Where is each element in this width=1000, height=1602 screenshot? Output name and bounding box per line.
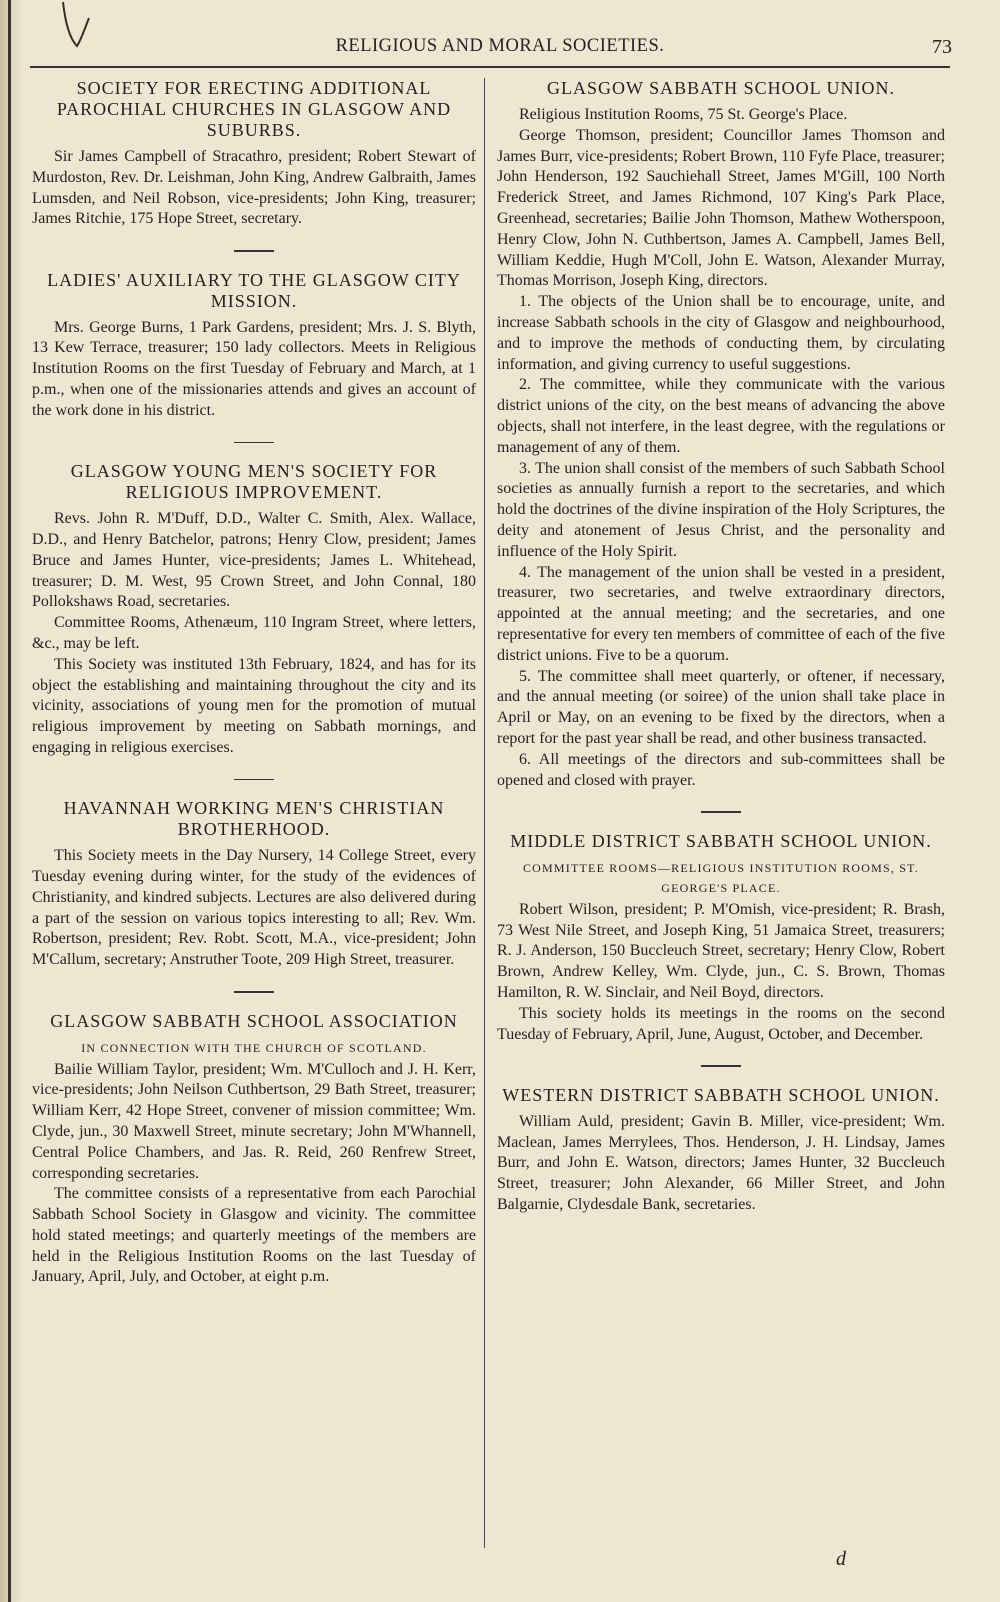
society-body	[32, 509, 476, 759]
section-divider	[234, 442, 274, 444]
society-entry	[497, 78, 945, 791]
society-heading: GLASGOW SABBATH SCHOOL ASSOCIATION	[50, 1010, 458, 1031]
society-entry	[32, 798, 476, 971]
section-divider	[234, 250, 274, 252]
section-divider	[701, 811, 741, 813]
paragraph: 1. The objects of the Union shall be to encourage, unite, and increase Sabbath schools in the city of Glasgow and neighbourhood, and to improve the methods of conducting them, by circulating information, and giving currency to useful suggestions.	[497, 293, 945, 373]
society-entry	[32, 461, 476, 759]
society-heading: WESTERN DISTRICT SABBATH SCHOOL UNION.	[502, 1084, 940, 1105]
society-body	[32, 1060, 476, 1289]
paragraph: Bailie William Taylor, president; Wm. M'Culloch and J. H. Kerr, vice-presidents; John Neilson Cuthbertson, 29 Bath Street, treasurer; William Kerr, 42 Hope Street, convener of mission committee; Wm. Clyde, jun., 30 Maxwell Street, minute secretary; John M'Whannell, Central Police Chambers, and Jas. R. Reid, 260 Renfrew Street, corresponding secretaries.	[32, 1060, 476, 1182]
society-heading: MIDDLE DISTRICT SABBATH SCHOOL UNION.	[510, 830, 932, 851]
society-heading: LADIES' AUXILIARY TO THE GLASGOW CITY MISSION.	[47, 269, 461, 311]
paragraph: 4. The management of the union shall be vested in a president, treasurer, two secretaries, and twelve extraordinary directors, appointed at the annual meeting; and the secretaries, and one representative for every ten members of committee of each of the five district unions. Five to be a quorum.	[497, 563, 945, 664]
paragraph: This Society was instituted 13th February, 1824, and has for its object the establishing and maintaining throughout the city and its vicinity, associations of young men for the promotion of mutual religious improvement by meeting on Sabbath mornings, and engaging in religious exercises.	[32, 655, 476, 756]
binding-line	[8, 0, 11, 1602]
society-body	[32, 846, 476, 971]
society-entry	[497, 1085, 945, 1216]
paragraph: The committee consists of a representative from each Parochial Sabbath School Society in Glasgow and vicinity. The committee hold stated meetings; and quarterly meetings of the members are held in the Religious Institution Rooms on the last Tuesday of January, April, July, and October, at eight p.m.	[32, 1185, 476, 1286]
society-body	[32, 318, 476, 422]
paragraph: William Auld, president; Gavin B. Miller, vice-president; Wm. Maclean, James Merrylees, Thos. Henderson, J. H. Lindsay, James Burr, and John E. Watson, directors; James Hunter, 32 Buccleuch Street, treasurer; John Alexander, 66 Miller Street, and John Balgarnie, Clydesdale Bank, secretaries.	[497, 1112, 945, 1214]
running-head-title: RELIGIOUS AND MORAL SOCIETIES.	[335, 36, 665, 56]
paragraph: Mrs. George Burns, 1 Park Gardens, president; Mrs. J. S. Blyth, 13 Kew Terrace, treasurer; 150 lady collectors. Meets in Religious Institution Rooms on the first Tuesday of February and March, at 1 p.m., when one of the missionaries attends and gives an account of the work done in his district.	[32, 318, 476, 419]
society-entry	[32, 78, 476, 230]
paragraph: 5. The committee shall meet quarterly, or oftener, if necessary, and the annual meeting (or soiree) of the union shall take place in April or May, on an evening to be fixed by the directors, when a report for the past year shall be read, and other business transacted.	[497, 667, 945, 747]
society-body	[497, 1112, 945, 1216]
paragraph: 6. All meetings of the directors and sub-committees shall be opened and closed with prayer.	[497, 750, 945, 789]
society-heading: GLASGOW YOUNG MEN'S SOCIETY FOR RELIGIOUS IMPROVEMENT.	[70, 461, 438, 503]
society-heading: GLASGOW SABBATH SCHOOL UNION.	[546, 78, 896, 98]
left-column	[32, 78, 476, 1288]
society-entry	[32, 270, 476, 422]
section-divider	[234, 991, 274, 993]
society-body	[497, 900, 945, 1046]
paragraph: This Society meets in the Day Nursery, 14 College Street, every Tuesday evening during winter, for the study of the evidences of Christianity, and kindred subjects. Lectures are also delivered during a part of the session on various topics interesting to all; Rev. Wm. Robertson, president; Rev. Robt. Scott, M.A., vice-president; John M'Callum, secretary; Anstruther Toote, 209 High Street, treasurer.	[32, 847, 476, 969]
paragraph: Committee Rooms, Athenæum, 110 Ingram Street, where letters, &c., may be left.	[32, 614, 476, 652]
header-rule	[30, 66, 950, 68]
column-divider	[484, 78, 485, 1548]
society-subheading: IN CONNECTION WITH THE CHURCH OF SCOTLAND.	[81, 1040, 427, 1055]
paragraph: George Thomson, president; Councillor James Thomson and James Burr, vice-presidents; Robert Brown, 110 Fyfe Place, treasurer; John Henderson, 192 Sauchiehall Street, James M'Gill, 100 North Frederick Street, and James Richmond, 107 King's Park Place, Greenhead, secretaries; Bailie John Thomson, Mathew Wotherspoon, Henry Clow, John N. Cuthbertson, James A. Campbell, James Bell, William Keddie, Hugh M'Coll, John E. Watson, Alexander Murray, Thomas Morrison, Joseph King, directors.	[497, 126, 945, 290]
paragraph: Revs. John R. M'Duff, D.D., Walter C. Smith, Alex. Wallace, D.D., and Henry Batchelor, patrons; Henry Clow, president; James Bruce and James Hunter, vice-presidents; James L. Whitehead, treasurer; D. M. West, 95 Crown Street, and John Connal, 180 Pollokshaws Road, secretaries.	[32, 510, 476, 611]
right-column	[497, 78, 945, 1216]
society-heading: HAVANNAH WORKING MEN'S CHRISTIAN BROTHERHOOD.	[63, 798, 445, 840]
society-body	[32, 147, 476, 230]
society-entry	[32, 1011, 476, 1289]
signature-mark: d	[836, 1548, 846, 1570]
running-head	[30, 36, 970, 66]
paragraph: 3. The union shall consist of the members of such Sabbath School societies as annually furnish a report to the secretaries, and which hold the doctrines of the divine inspiration of the Holy Scriptures, the deity and atonement of Jesus Christ, and the personality and influence of the Holy Spirit.	[497, 459, 945, 560]
society-subheading: COMMITTEE ROOMS—RELIGIOUS INSTITUTION ROOMS, ST. GEORGE'S PLACE.	[522, 860, 920, 895]
page-number: 73	[932, 36, 952, 58]
section-divider	[234, 779, 274, 781]
society-heading: SOCIETY FOR ERECTING ADDITIONAL PAROCHIAL CHURCHES IN GLASGOW AND SUBURBS.	[56, 78, 452, 140]
paragraph: Sir James Campbell of Stracathro, president; Robert Stewart of Murdoston, Rev. Dr. Leishman, John King, Andrew Galbraith, James Lumsden, and Neil Robson, vice-presidents; John King, treasurer; James Ritchie, 175 Hope Street, secretary.	[32, 148, 476, 228]
paragraph: Robert Wilson, president; P. M'Omish, vice-president; R. Brash, 73 West Nile Street, and Joseph King, 51 Jamaica Street, treasurers; R. J. Anderson, 150 Buccleuch Street, secretary; Henry Clow, Robert Brown, Andrew Kelley, Wm. Clyde, jun., C. S. Brown, Thomas Hamilton, R. W. Sinclair, and Neil Boyd, directors.	[497, 900, 945, 1001]
society-entry	[497, 831, 945, 1046]
paragraph: 2. The committee, while they communicate with the various district unions of the city, on the best means of advancing the above objects, shall not interfere, in the least degree, with the regulations or management of any of them.	[497, 376, 945, 456]
society-body	[497, 105, 945, 791]
paragraph: Religious Institution Rooms, 75 St. George's Place.	[519, 106, 848, 123]
section-divider	[701, 1065, 741, 1067]
paragraph: This society holds its meetings in the rooms on the second Tuesday of February, April, June, August, October, and December.	[497, 1004, 945, 1043]
book-binding-edge	[0, 0, 22, 1602]
